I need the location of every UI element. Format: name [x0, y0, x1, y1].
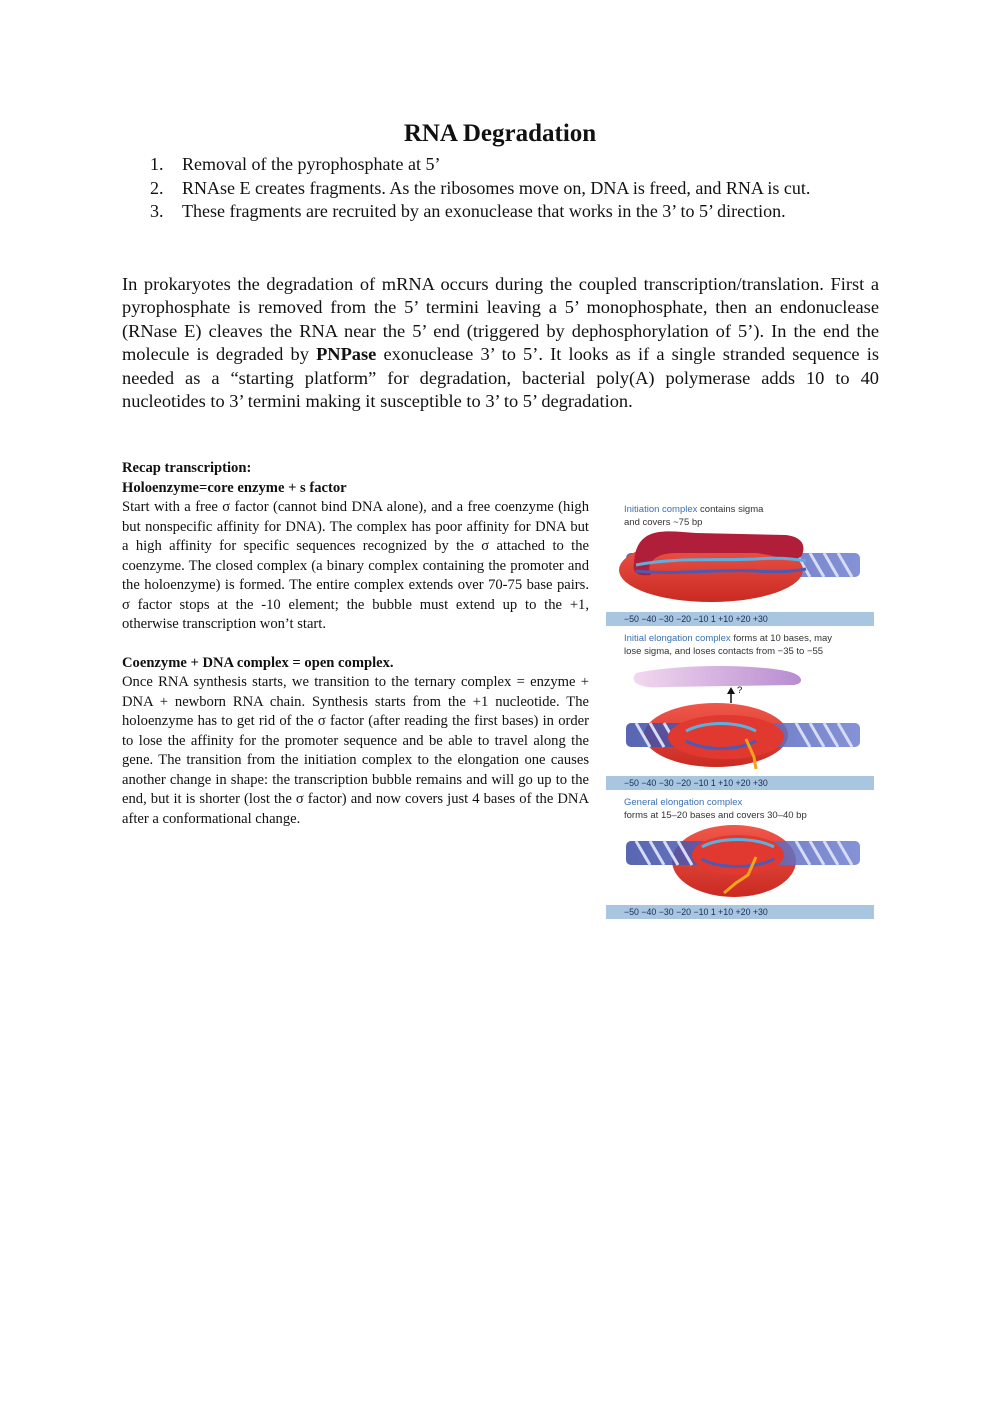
- recap-section: [122, 459, 589, 829]
- elongation-text: Once RNA synthesis starts, we transition to the ternary complex = enzyme + DNA + newborn RNA chain. Synthesis starts from the +1 nucleotide. The holoenzyme has to get rid of the σ factor (after reading the first bases) in order to lose the affinity for the promoter sequence and be able to travel along the gene. The transition from the initiation complex to the elongation one causes another change in shape: the transcription bubble remains and will go up to the end, but it is shorter (lost the σ factor) and now covers just 4 bases of the DNA after a conformational change.: [122, 674, 589, 827]
- initial-elongation-diagram: [606, 666, 874, 790]
- general-elongation-diagram: [606, 825, 874, 919]
- holoenzyme-heading: Holoenzyme=core enzyme + s factor: [122, 479, 347, 496]
- panel-2-caption: [624, 633, 832, 644]
- list-item-number: 3.: [150, 201, 164, 221]
- initiation-complex-diagram: [606, 531, 874, 626]
- panel-1-caption-highlight: Initiation complex: [624, 504, 698, 515]
- position-axis-labels: −50 −40 −30 −20 −10 1 +10 +20 +30: [624, 614, 768, 624]
- open-complex-heading: Coenzyme + DNA complex = open complex.: [122, 654, 394, 671]
- list-item-text: Removal of the pyrophosphate at 5’: [182, 154, 441, 174]
- list-item: [122, 177, 879, 201]
- paragraph-text-after: exonuclease 3’ to 5’. It looks as if a single stranded sequence is needed as a “starting platform” for degradation, bacterial poly(A) polymerase adds 10 to 40 nucleotides to 3’ termini making it susceptible to 3’ to 5’ degradation.: [122, 344, 880, 412]
- list-item-number: 2.: [150, 177, 164, 198]
- question-mark: ?: [737, 685, 743, 696]
- degradation-steps-list: [122, 153, 879, 224]
- page-title: RNA Degradation: [403, 120, 597, 147]
- list-item: [122, 200, 879, 224]
- list-item-number: 1.: [150, 154, 164, 174]
- panel-2-caption-line2: lose sigma, and loses contacts from −35 to −55: [624, 646, 824, 657]
- position-axis-labels: −50 −40 −30 −20 −10 1 +10 +20 +30: [624, 907, 768, 917]
- list-item-text: RNAse E creates fragments. As the ribosomes move on, DNA is freed, and RNA is cut.: [182, 177, 811, 198]
- panel-2-caption-highlight: Initial elongation complex: [624, 633, 731, 644]
- panel-3-caption: [624, 797, 743, 808]
- recap-heading: Recap transcription:: [122, 460, 252, 476]
- paragraph-text-before: In prokaryotes the degradation of mRNA occurs during the coupled transcription/translation. First a pyrophosphate is removed from the 5’ termini leaving a 5’ monophosphate, then an endonuclease (RNase E) cleaves the RNA near the 5’ end (triggered by dephosphorylation of 5’). In the end the molecule is degraded by: [122, 274, 879, 365]
- pnpase-term: PNPase: [316, 344, 377, 365]
- closed-complex-text: Start with a free σ factor (cannot bind DNA alone), and a free coenzyme (high but nonspecific affinity for DNA). The complex has poor affinity for DNA but a high affinity for specific sequences recognized by the σ attached to the coenzyme. The closed complex (a binary complex containing the promoter and the holoenzyme) is formed. The entire complex extends over 70-75 base pairs. σ factor stops at the -10 element; the bubble must extend up to the +1, otherwise transcription won’t start.: [122, 499, 589, 632]
- prokaryote-degradation-paragraph: [122, 273, 879, 413]
- position-axis-labels: −50 −40 −30 −20 −10 1 +10 +20 +30: [624, 778, 768, 788]
- panel-3-caption-line2: forms at 15–20 bases and covers 30–40 bp: [624, 810, 807, 821]
- panel-1-caption-line2: and covers ~75 bp: [624, 517, 703, 528]
- list-item: [122, 153, 879, 177]
- released-sigma-factor: [634, 666, 801, 687]
- panel-1-caption: [624, 504, 764, 515]
- transcription-complex-figure: [606, 495, 878, 925]
- figure-svg: [606, 495, 878, 925]
- panel-1-caption-rest: contains sigma: [697, 504, 764, 515]
- panel-3-caption-highlight: General elongation complex: [624, 797, 743, 808]
- list-item-text: These fragments are recruited by an exonuclease that works in the 3’ to 5’ direction.: [182, 201, 786, 221]
- panel-2-caption-rest: forms at 10 bases, may: [730, 633, 833, 644]
